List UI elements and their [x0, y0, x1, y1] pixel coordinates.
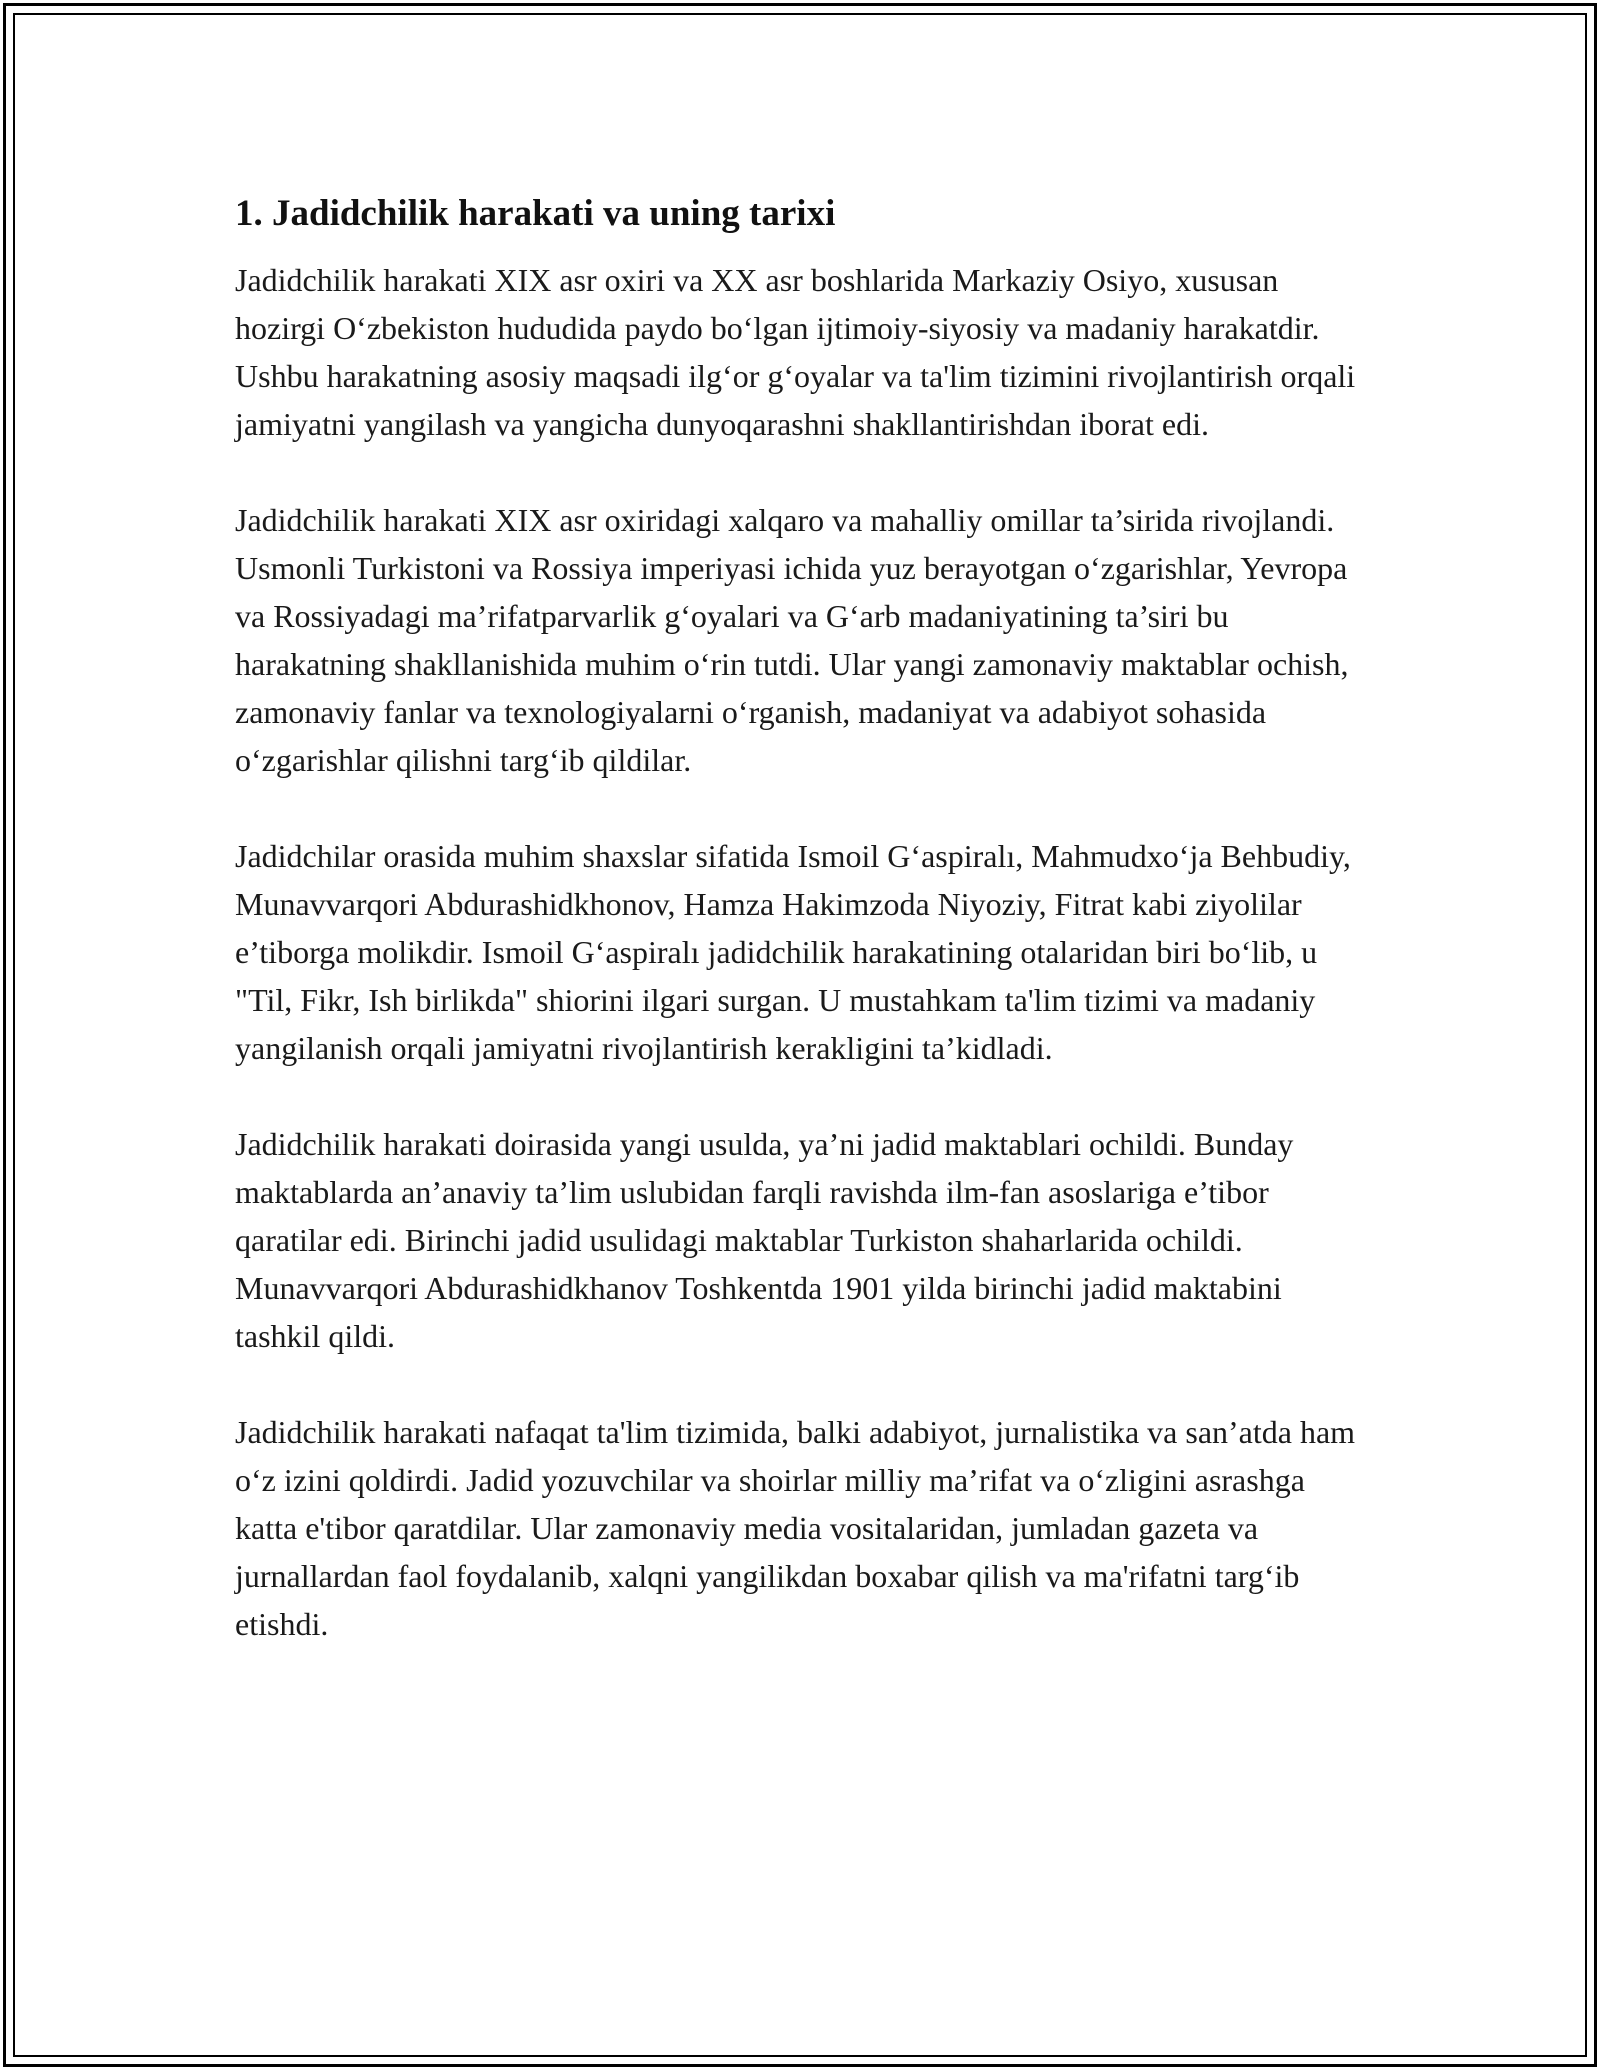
paragraph-4: Jadidchilik harakati doirasida yangi usulda, ya’ni jadid maktablari ochildi. Bunday maktablarda an’anaviy ta’lim uslubidan farqli ravishda ilm-fan asoslariga e’tibor qaratilar edi. Birinchi jadid usulidagi maktablar Turkiston shaharlarida ochildi. Munavvarqori Abdurashidkhanov Toshkentda 1901 yilda birinchi jadid maktabini tashkil qildi. [235, 1126, 1294, 1354]
paragraph-3: Jadidchilar orasida muhim shaxslar sifatida Ismoil G‘aspiralı, Mahmudxo‘ja Behbudiy, Munavvarqori Abdurashidkhonov, Hamza Hakimzoda Niyoziy, Fitrat kabi ziyolilar e’tiborga molikdir. Ismoil G‘aspiralı jadidchilik harakatining otalaridan biri bo‘lib, u "Til, Fikr, Ish birlikda" shiorini ilgari surgan. U mustahkam ta'lim tizimi va madaniy yangilanish orqali jamiyatni rivojlantirish kerakligini ta’kidladi. [235, 838, 1351, 1066]
paragraph-1: Jadidchilik harakati XIX asr oxiri va XX asr boshlarida Markaziy Osiyo, xususan hozirgi O‘zbekiston hududida paydo bo‘lgan ijtimoiy-siyosiy va madaniy harakatdir. Ushbu harakatning asosiy maqsadi ilg‘or g‘oyalar va ta'lim tizimini rivojlantirish orqali jamiyatni yangilash va yangicha dunyoqarashni shakllantirishdan iborat edi. [235, 262, 1356, 442]
section-heading: 1. Jadidchilik harakati va uning tarixi [235, 193, 836, 234]
document-body [235, 190, 1375, 1696]
paragraph-2: Jadidchilik harakati XIX asr oxiridagi xalqaro va mahalliy omillar ta’sirida rivojlandi. Usmonli Turkistoni va Rossiya imperiyasi ichida yuz berayotgan o‘zgarishlar, Yevropa va Rossiyadagi ma’rifatparvarlik g‘oyalari va G‘arb madaniyatining ta’siri bu harakatning shakllanishida muhim o‘rin tutdi. Ular yangi zamonaviy maktablar ochish, zamonaviy fanlar va texnologiyalarni o‘rganish, madaniyat va adabiyot sohasida o‘zgarishlar qilishni targ‘ib qildilar. [235, 502, 1349, 778]
paragraph-5: Jadidchilik harakati nafaqat ta'lim tizimida, balki adabiyot, jurnalistika va san’atda ham o‘z izini qoldirdi. Jadid yozuvchilar va shoirlar milliy ma’rifat va o‘zligini asrashga katta e'tibor qaratdilar. Ular zamonaviy media vositalaridan, jumladan gazeta va jurnallardan faol foydalanib, xalqni yangilikdan boxabar qilish va ma'rifatni targ‘ib etishdi. [235, 1414, 1356, 1642]
